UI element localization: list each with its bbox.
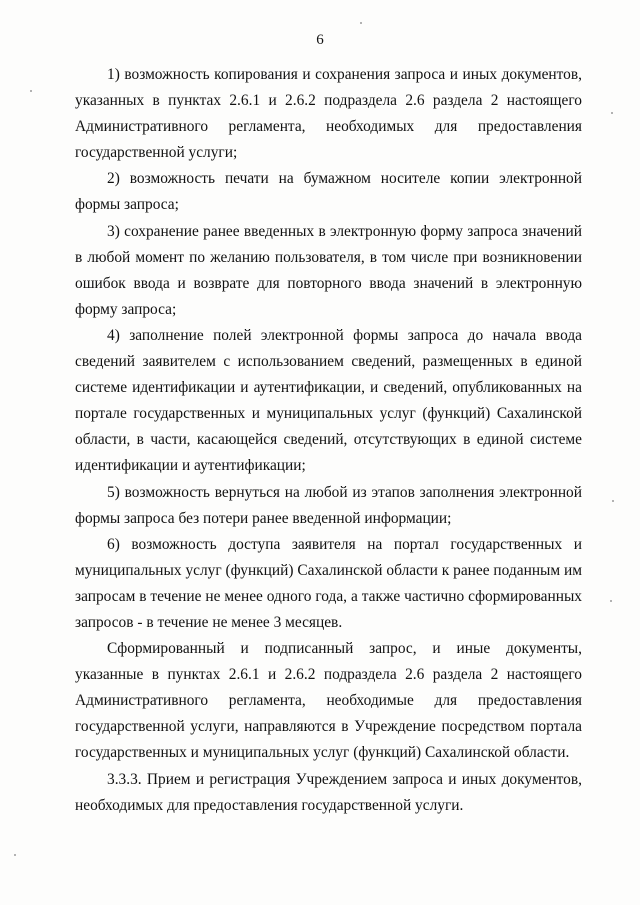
scan-speck: [611, 112, 613, 114]
paragraph-section-3-3-3: 3.3.3. Прием и регистрация Учреждением запроса и иных документов, необходимых для предоставления государственной услуги.: [75, 770, 582, 814]
paragraph-submission: Сформированный и подписанный запрос, и иные документы, указанные в пунктах 2.6.1 и 2.6.2 подраздела 2.6 раздела 2 настоящего Административного регламента, необходимые для предоставления государственной услуги, направляются в Учреждение посредством портала государственных и муниципальных услуг (функций) Сахалинской области.: [75, 640, 582, 762]
scan-speck: [610, 600, 612, 602]
paragraph-item-6: 6) возможность доступа заявителя на портал государственных и муниципальных услуг (функций) Сахалинской области к ранее поданным им запросам в течение не менее одного года, а также частично сформированных запросов - в течение не менее 3 месяцев.: [75, 535, 582, 631]
scan-speck: [30, 90, 32, 92]
paragraph-item-1: 1) возможность копирования и сохранения запроса и иных документов, указанных в пунктах 2.6.1 и 2.6.2 подраздела 2.6 раздела 2 настоящего Административного регламента, необходимых для предоставления государственной услуги;: [75, 66, 582, 162]
scan-speck: [360, 22, 362, 24]
paragraph-item-3: 3) сохранение ранее введенных в электронную форму запроса значений в любой момент по желанию пользователя, в том числе при возникновении ошибок ввода и возврате для повторного ввода значений в электронную форму запроса;: [75, 222, 582, 318]
scan-speck: [612, 500, 614, 502]
scan-speck: [14, 854, 16, 856]
paragraph-item-4: 4) заполнение полей электронной формы запроса до начала ввода сведений заявителем с использованием сведений, размещенных в единой системе идентификации и аутентификации, и сведений, опубликованных на портале государственных и муниципальных услуг (функций) Сахалинской области, в части, касающейся сведений, отсутствующих в единой системе идентификации и аутентификации;: [75, 326, 582, 475]
document-body: [75, 62, 582, 819]
paragraph-item-2: 2) возможность печати на бумажном носителе копии электронной формы запроса;: [75, 170, 582, 214]
page-number: 6: [316, 32, 324, 48]
paragraph-item-5: 5) возможность вернуться на любой из этапов заполнения электронной формы запроса без потери ранее введенной информации;: [75, 483, 582, 527]
